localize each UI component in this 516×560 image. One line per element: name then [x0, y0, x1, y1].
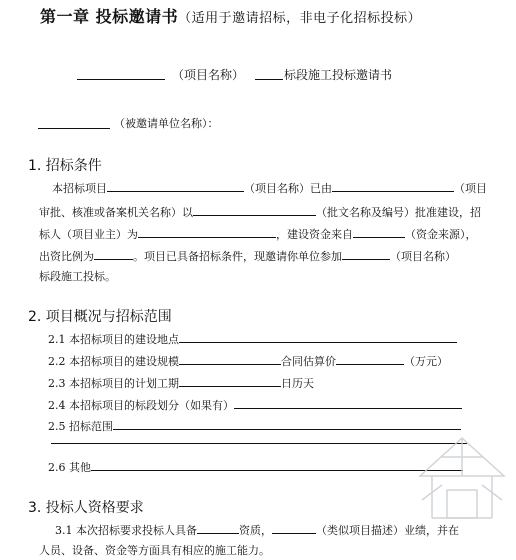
s2-item1: [48, 331, 457, 347]
section1-heading: 1. 招标条件: [28, 158, 102, 174]
watermark-building-graphic: [412, 430, 512, 530]
s1-text: （资金来源），: [405, 228, 477, 241]
s1-text: 本招标项目: [52, 182, 107, 195]
s2-item3: [48, 375, 314, 391]
s1-text: 审批、核准或备案机关名称）以: [39, 206, 193, 219]
s1-line5: 标段施工投标。: [39, 270, 116, 283]
s2-item6: [48, 459, 463, 475]
s2-item2: [48, 353, 448, 369]
s2-text: 2.5 招标范围: [48, 420, 113, 433]
s1-text: 标人（项目业主）为: [39, 228, 138, 241]
s1-line2: [39, 204, 481, 220]
s2-text: 合同估算价: [281, 355, 336, 368]
blank: [179, 375, 281, 387]
s2-text: 2.4 本招标项目的标段划分（如果有）: [48, 399, 234, 412]
blank: [336, 353, 404, 365]
invite-heading-project: （项目名称）: [172, 68, 245, 82]
chapter-title-main: 第一章 投标邀请书: [40, 7, 179, 26]
s1-line1: [52, 180, 487, 196]
blank: [193, 204, 316, 216]
section2-heading: 2. 项目概况与招标范围: [28, 309, 172, 325]
blank: [234, 397, 462, 409]
s2-text: 2.2 本招标项目的建设规模: [48, 355, 179, 368]
blank: [138, 226, 276, 238]
s1-line3: [39, 226, 477, 242]
section-number-blank: [255, 79, 283, 80]
s1-text: ，建设资金来自: [276, 228, 353, 241]
blank: [353, 226, 405, 238]
s1-text: 。项目已具备招标条件，现邀请你单位参加: [133, 250, 342, 263]
s3-text: （类似项目描述）业绩，并在: [316, 524, 459, 537]
section3-heading: 3. 投标人资格要求: [28, 500, 144, 516]
s3-text: 3.1 本次招标要求投标人具备: [55, 524, 197, 537]
s2-item5: [48, 418, 461, 434]
s2-text: （万元）: [404, 355, 448, 368]
chapter-title-note: （适用于邀请招标，非电子化招标投标）: [178, 11, 422, 26]
s1-text: （项目名称）已由: [244, 182, 332, 195]
blank: [342, 248, 390, 260]
s2-item4: [48, 397, 462, 413]
blank: [179, 353, 281, 365]
s1-text: 出资比例为: [39, 250, 94, 263]
blank: [197, 522, 239, 534]
blank: [107, 180, 244, 192]
s2-text: 2.6 其他: [48, 461, 91, 474]
s2-text: 日历天: [281, 377, 314, 390]
blank: [94, 248, 133, 260]
invitee-label: （被邀请单位名称）：: [114, 117, 219, 130]
s1-text: （项目名称）: [390, 250, 456, 263]
blank: [113, 418, 461, 430]
s3-line2: 人员、设备、资金等方面具有相应的施工能力。: [39, 544, 270, 557]
s1-line4: [39, 248, 456, 264]
chapter-title: [40, 4, 421, 27]
invitee-blank: [38, 128, 110, 129]
invite-heading-suffix: 标段施工投标邀请书: [284, 68, 393, 82]
s1-text: （项目: [454, 182, 487, 195]
project-name-blank: [77, 79, 165, 80]
blank: [332, 180, 454, 192]
s1-text: （批文名称及编号）批准建设，招: [316, 206, 481, 219]
scope-blank-line2: [51, 443, 467, 444]
blank: [91, 459, 463, 471]
s2-text: 2.1 本招标项目的建设地点: [48, 333, 179, 346]
blank: [272, 522, 316, 534]
blank: [179, 331, 457, 343]
s2-text: 2.3 本招标项目的计划工期: [48, 377, 179, 390]
s3-line1: [55, 522, 459, 538]
s3-text: 资质，: [239, 524, 272, 537]
